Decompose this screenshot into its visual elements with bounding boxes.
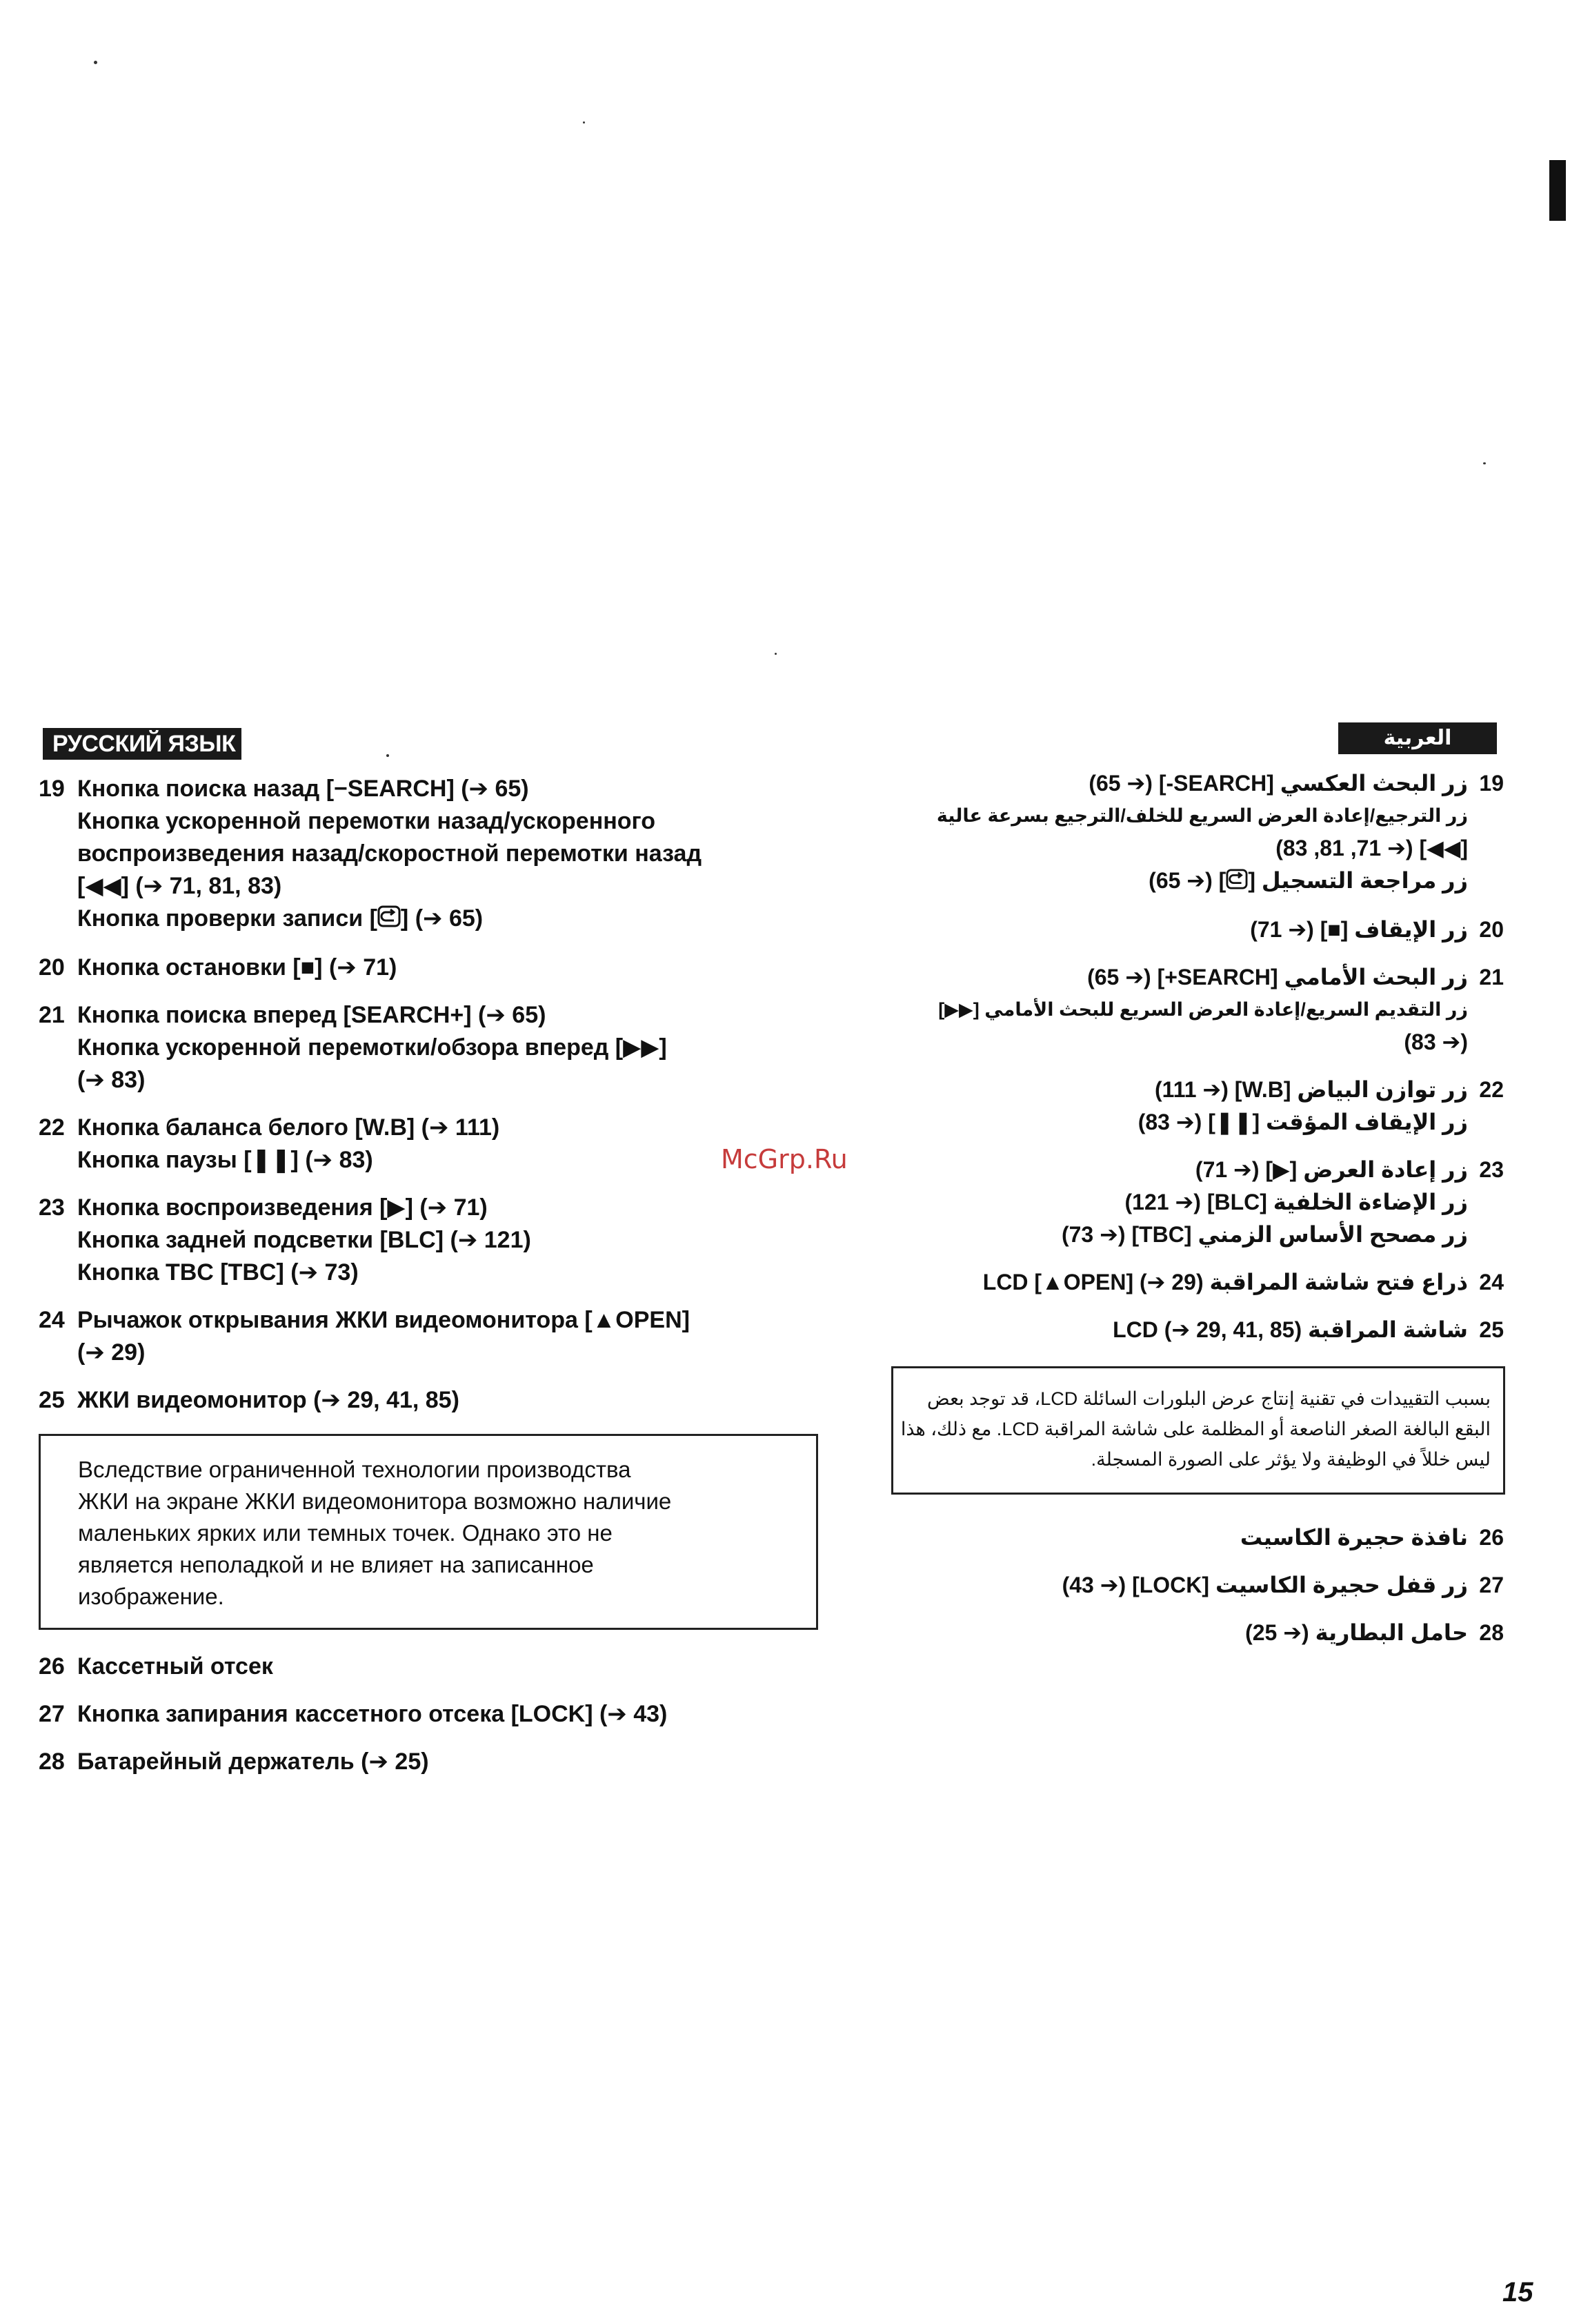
list-item: 24 Рычажок открывания ЖКИ видеомонитора [▲OPEN] (➔ 29): [39, 1306, 690, 1366]
russian-section-header: РУССКИЙ ЯЗЫК: [43, 728, 241, 760]
list-item: 28 Батарейный держатель (➔ 25): [39, 1749, 429, 1775]
list-item: 21زر البحث الأمامي [SEARCH+] (➔ 65) زر التقديم السريع/إعادة العرض السريع للبحث الأمامي [▶▶] (➔ 83): [938, 965, 1504, 1055]
list-item: 25 ЖКИ видеомонитор (➔ 29, 41, 85): [39, 1386, 459, 1413]
record-review-icon: [377, 904, 401, 936]
arabic-section-header: العربية: [1338, 722, 1497, 754]
scan-speck: [94, 61, 97, 64]
page-edge-tab: [1549, 160, 1566, 221]
watermark: McGrp.Ru: [721, 1144, 848, 1174]
russian-parts-list: [39, 773, 797, 1432]
arabic-parts-list-continued: [890, 1522, 1504, 1664]
scan-speck: [583, 121, 585, 124]
lcd-note-ar: بسبب التقييدات في تقنية إنتاج عرض البلورات السائلة LCD، قد توجد بعض البقع البالغة الصغر الناصعة أو المظلمة على شاشة المراقبة LCD. مع ذلك، هذا ليس خللاً في الوظيفة ولا يؤثر على الصورة المسجلة.: [891, 1366, 1505, 1495]
arabic-parts-list: [890, 767, 1504, 1361]
scan-speck: [386, 754, 389, 757]
list-item: 28حامل البطارية (➔ 25): [1245, 1620, 1504, 1645]
list-item: 19 Кнопка поиска назад [−SEARCH] (➔ 65) Кнопка ускоренной перемотки назад/ускоренного воспроизведения назад/скоростной перемотки назад [◀◀] (➔ 71, 81, 83) Кнопка проверки записи [ ] (➔ 65): [39, 773, 797, 936]
list-item: 22زر توازن البياض [W.B] (➔ 111) زر الإيقاف المؤقت [❚❚] (➔ 83): [1137, 1077, 1504, 1135]
list-item: 24ذراع فتح شاشة المراقبة LCD [▲OPEN] (➔ 29): [982, 1270, 1504, 1295]
scan-speck: [1483, 462, 1486, 464]
list-item: 22 Кнопка баланса белого [W.B] (➔ 111) Кнопка паузы [❚❚] (➔ 83): [39, 1114, 500, 1173]
list-item: 26 Кассетный отсек: [39, 1653, 273, 1680]
scan-speck: [775, 653, 777, 655]
russian-parts-list-continued: [39, 1651, 797, 1793]
list-item: 19زر البحث العكسي [SEARCH-] (➔ 65) زر الترجيع/إعادة العرض السريع للخلف/الترجيع بسرعة عالية [◀◀] (➔ 71, 81, 83) زر مراجعة التسجيل [] (➔ 65): [890, 767, 1504, 898]
list-item: 27 Кнопка запирания кассетного отсека [LOCK] (➔ 43): [39, 1701, 668, 1727]
list-item: 23زر إعادة العرض [▶] (➔ 71) زر الإضاءة الخلفية [BLC] (➔ 121) زر مصحح الأساس الزمني [TBC] (➔ 73): [1061, 1157, 1504, 1248]
list-item: 26نافذة حجيرة الكاسيت: [1240, 1525, 1504, 1550]
record-review-icon: [1226, 866, 1248, 898]
list-item: 20 Кнопка остановки [■] (➔ 71): [39, 954, 397, 981]
page-number: 15: [1502, 2277, 1533, 2307]
list-item: 27زر قفل حجيرة الكاسيت [LOCK] (➔ 43): [1062, 1573, 1504, 1597]
list-item: 21 Кнопка поиска вперед [SEARCH+] (➔ 65) Кнопка ускоренной перемотки/обзора вперед [▶▶] (➔ 83): [39, 1001, 667, 1093]
list-item: 25شاشة المراقبة LCD (➔ 29, 41, 85): [1113, 1317, 1504, 1343]
lcd-note-ru: Вследствие ограниченной технологии производства ЖКИ на экране ЖКИ видеомонитора возможно наличие маленьких ярких или темных точек. Однако это не является неполадкой и не влияет на записанное изображение.: [39, 1434, 818, 1630]
list-item: 23 Кнопка воспроизведения [▶] (➔ 71) Кнопка задней подсветки [BLC] (➔ 121) Кнопка TBC [TBC] (➔ 73): [39, 1194, 531, 1286]
list-item: 20زر الإيقاف [■] (➔ 71): [1250, 917, 1504, 943]
